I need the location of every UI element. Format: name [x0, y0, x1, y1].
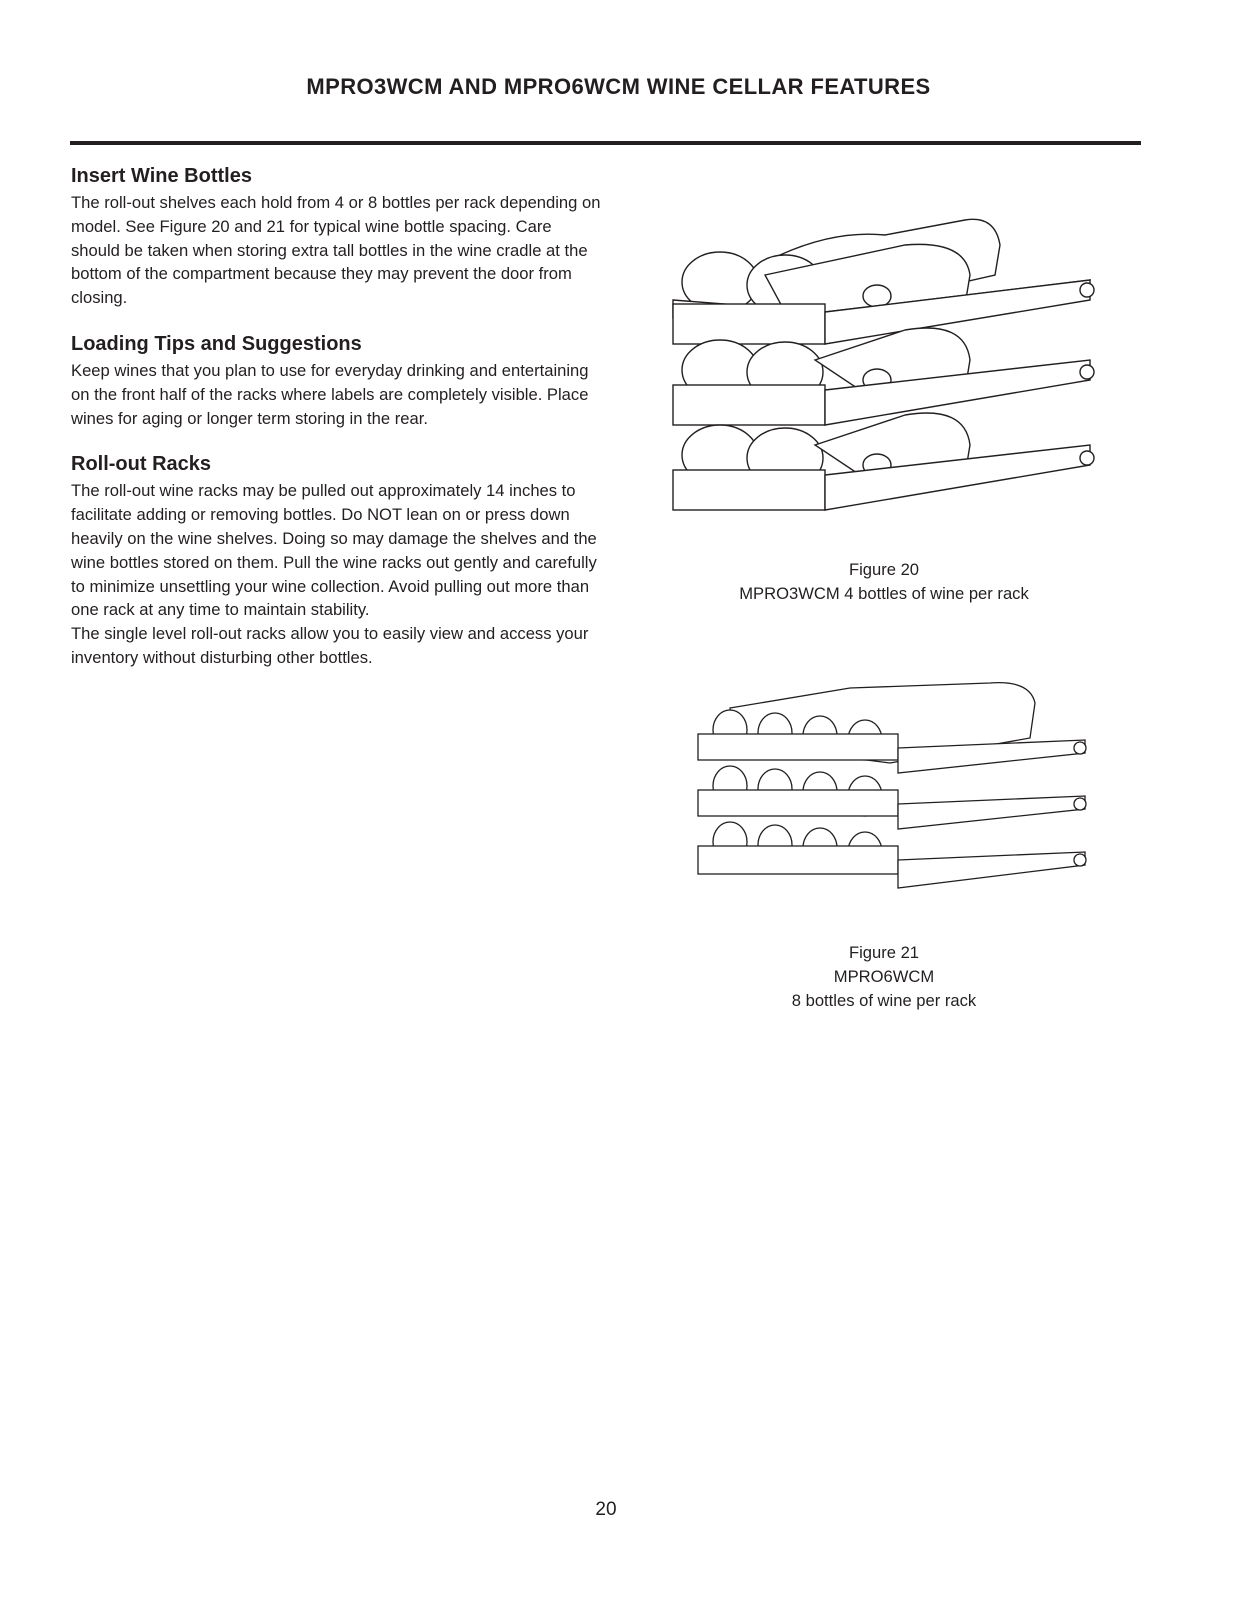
section-insert-wine-bottles: [71, 162, 601, 310]
section-body: The roll-out shelves each hold from 4 or 8 bottles per rack depending on model. See Figure 20 and 21 for typical wine bottle spacing. Care should be taken when storing extra tall bottles in the wine cradle at the bottom of the compartment because they may prevent the door from closing.: [71, 193, 601, 308]
section-body-extra: The single level roll-out racks allow you to easily view and access your inventory without disturbing other bottles.: [71, 624, 589, 667]
figure-21-illustration: [690, 668, 1100, 923]
section-roll-out-racks: [71, 450, 601, 669]
caption-label: Figure 21: [848, 943, 920, 962]
rack-tier-middle: [698, 766, 1086, 829]
section-heading: Loading Tips and Suggestions: [71, 332, 362, 355]
rack-tier-bottom: [698, 822, 1086, 888]
section-body: The roll-out wine racks may be pulled out approximately 14 inches to facilitate adding or removing bottles. Do NOT lean on or press down heavily on the wine shelves. Doing so may damage the shelves and the wine bottles stored on them. Pull the wine racks out gently and carefully to minimize unsettling your wine collection. Avoid pulling out more than one rack at any time to maintain stability.: [71, 481, 597, 620]
rack-tier-bottom: [673, 413, 1094, 510]
caption-label: Figure 20: [848, 560, 920, 579]
caption-text: 8 bottles of wine per rack: [791, 990, 977, 1010]
page-number: 20: [595, 1499, 617, 1520]
figure-20-caption: [664, 558, 1104, 606]
section-body: Keep wines that you plan to use for everyday drinking and entertaining on the front half of the racks where labels are completely visible. Place wines for aging or longer term storing in the rear.: [71, 360, 589, 428]
rack-tier-middle: [673, 328, 1094, 425]
caption-model: MPRO6WCM: [833, 966, 935, 986]
section-heading: Roll-out Racks: [71, 453, 212, 476]
caption-text: MPRO3WCM 4 bottles of wine per rack: [739, 583, 1029, 603]
page-title: MPRO3WCM AND MPRO6WCM WINE CELLAR FEATURES: [306, 74, 931, 99]
section-heading: Insert Wine Bottles: [71, 165, 252, 187]
figure-20-illustration: [665, 200, 1105, 545]
title-divider: [70, 141, 1141, 145]
rack-tier-top: [698, 683, 1086, 773]
section-loading-tips: [71, 330, 601, 430]
figure-21-caption: [664, 941, 1104, 1012]
main-text-column: [71, 162, 601, 690]
rack-tier-top: [673, 219, 1094, 344]
